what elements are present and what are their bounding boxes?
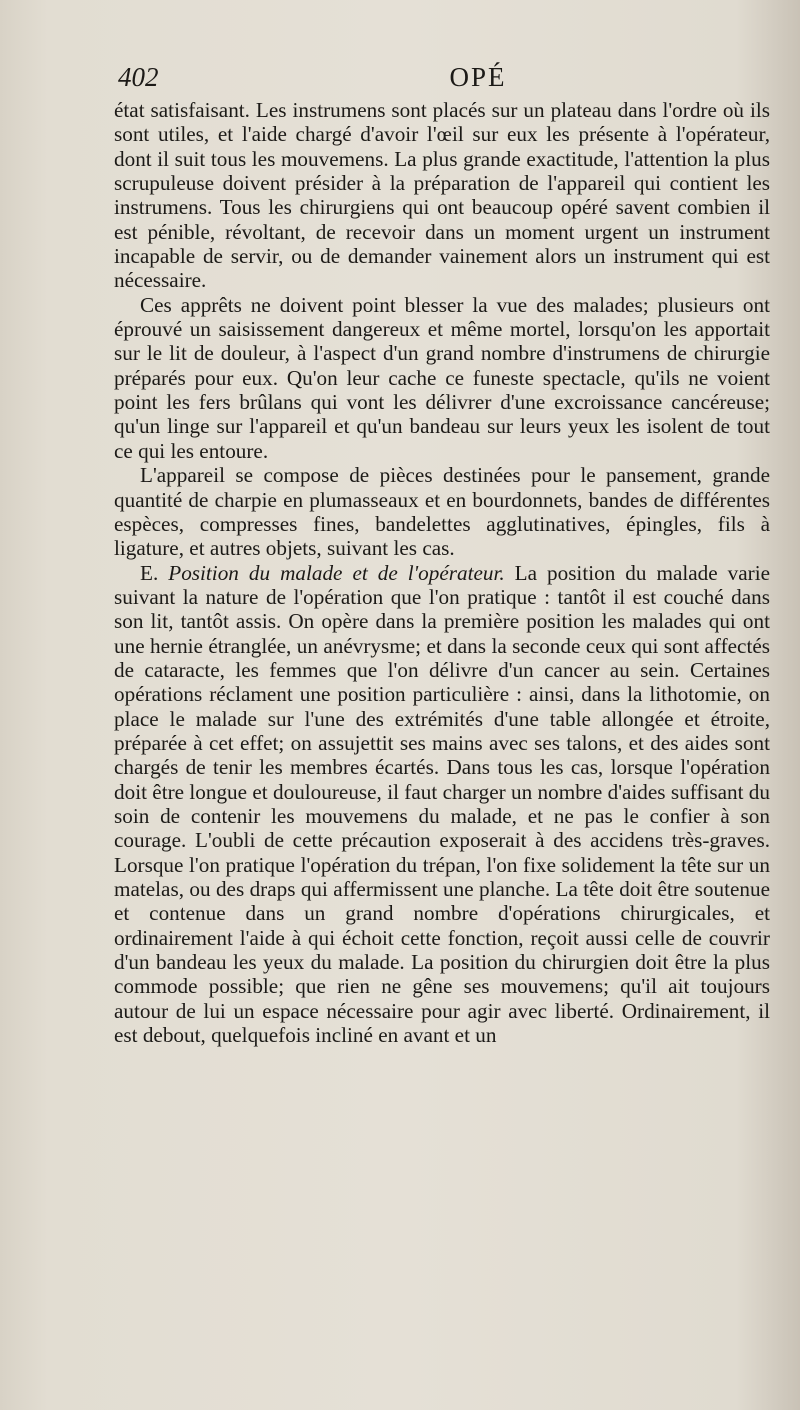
page-number: 402 <box>118 62 159 92</box>
paragraph-dressing-apparatus: L'appareil se compose de pièces destinées pour le pansement, grande quantité de charpie en plumasseaux et en bourdonnets, bandes de différentes espèces, compresses fines, bandelettes agglutinatives, épingles, fils à ligature, et autres objets, suivant les cas. <box>114 463 770 561</box>
paragraph-patient-position <box>114 561 770 1048</box>
running-title: OPÉ <box>449 62 507 92</box>
page-header <box>118 62 770 96</box>
section-text: La position du malade varie suivant la nature de l'opération que l'on pratique : tantôt il est couché dans son lit, tantôt assis. On opère dans la première position les malades qui ont une hernie étranglée, un anévrysme; et dans la seconde ceux qui sont affectés de cataracte, les femmes que l'on délivre d'un cancer au sein. Certaines opérations réclament une position particulière : ainsi, dans la lithotomie, on place le malade sur l'une des extrémités d'une table allongée et étroite, préparée à cet effet; on assujettit ses mains avec ses talons, et des aides sont chargés de tenir les membres écartés. Dans tous les cas, lorsque l'opération doit être longue et douloureuse, il faut charger un nombre d'aides suffisant du soin de contenir les mouvemens du malade, et ne pas le confier à son courage. L'oubli de cette précaution exposerait à des accidens très-graves. Lorsque l'on pratique l'opération du trépan, l'on fixe solidement la tête sur un matelas, ou des draps qui affermissent une planche. La tête doit être soutenue et contenue dans un grand nombre d'opérations chirurgicales, et ordinairement l'aide à qui échoit cette fonction, reçoit aussi celle de couvrir d'un bandeau les yeux du malade. La position du chirurgien doit être la plus commode possible; que rien ne gêne ses mouvemens; qu'il ait toujours autour de lui un espace nécessaire pour agir avec liberté. Ordinairement, il est debout, quelquefois incliné en avant et un <box>114 560 770 1048</box>
section-label: E. <box>140 560 159 585</box>
section-heading: Position du malade et de l'opérateur. <box>168 560 505 585</box>
body-text <box>114 98 770 1047</box>
paragraph-instrument-tray: état satisfaisant. Les instrumens sont placés sur un plateau dans l'ordre où ils sont utiles, et l'aide chargé d'avoir l'œil sur eux les présente à l'opérateur, dont il suit tous les mouvemens. La plus grande exactitude, l'attention la plus scrupuleuse doivent présider à la préparation de l'appareil qui contient les instrumens. Tous les chirurgiens qui ont beaucoup opéré savent combien il est pénible, révoltant, de recevoir dans un moment urgent un instrument incapable de servir, ou de demander vainement alors un instrument qui est nécessaire. <box>114 98 770 293</box>
paragraph-hide-preparations: Ces apprêts ne doivent point blesser la vue des malades; plusieurs ont éprouvé un saisissement dangereux et même mortel, lorsqu'on les apportait sur le lit de douleur, à l'aspect d'un grand nombre d'instrumens de chirurgie préparés pour eux. Qu'on leur cache ce funeste spectacle, qu'ils ne voient point les fers brûlans qui vont les délivrer d'une excroissance cancéreuse; qu'un linge sur l'appareil et qu'un bandeau sur leurs yeux les isolent de tout ce qui les entoure. <box>114 292 770 463</box>
